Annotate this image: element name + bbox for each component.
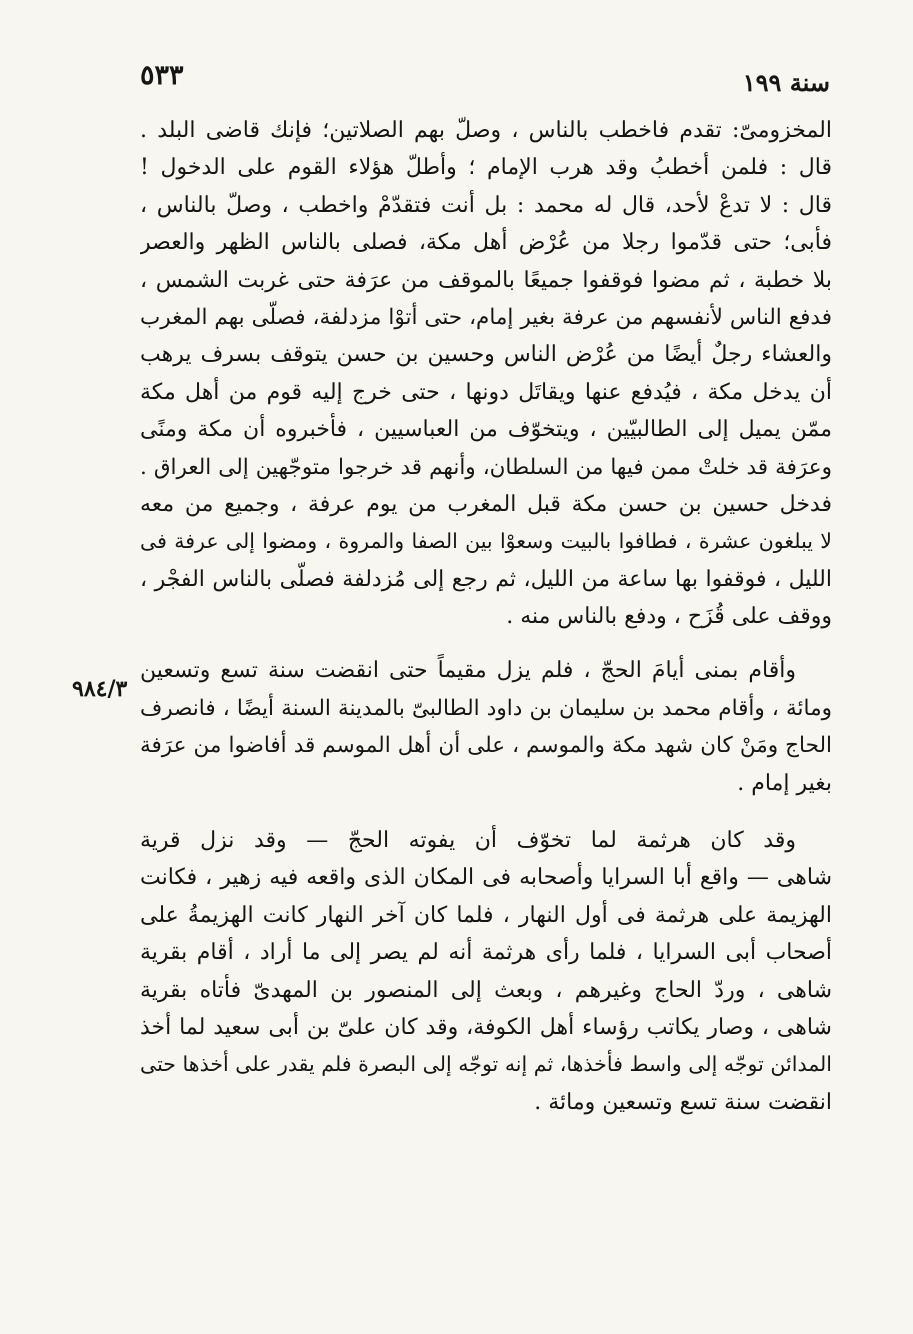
text-line: ومائة ، وأقام محمد بن سليمان بن داود الطالبىّ بالمدينة السنة أيضًا ، فانصرف — [140, 695, 832, 721]
page-body — [140, 112, 832, 1121]
text-line: المخزومىّ: تقدم فاخطب بالناس ، وصلّ بهم الصلاتين؛ فإنك قاضى البلد . — [140, 118, 832, 143]
text-line: وأقام بمنى أيامَ الحجّ ، فلم يزل مقيماً حتى انقضت سنة تسع وتسعين — [140, 658, 796, 684]
text-line: بلا خطبة ، ثم مضوا فوقفوا جميعًا بالموقف من عرَفة حتى غربت الشمس ، — [140, 267, 832, 293]
text-line: وقد كان هرثمة لما تخوّف أن يفوته الحجّ — وقد نزل قرية — [140, 828, 796, 854]
margin-reference: ٩٨٤/٣ — [72, 676, 128, 702]
text-line: الهزيمة على هرثمة فى أول النهار ، فلما كان آخر النهار كانت الهزيمةُ على — [140, 902, 832, 928]
text-line: أصحاب أبى السرايا ، فلما رأى هرثمة أنه لم يصر إلى ما أراد ، أقام بقرية — [140, 940, 832, 966]
text-line: المدائن توجّه إلى واسط فأخذها، ثم إنه توجّه إلى البصرة فلم يقدر على أخذها حتى — [140, 1052, 832, 1077]
text-line: لا يبلغون عشرة ، فطافوا بالبيت وسعوْا بين الصفا والمروة ، ومضوا إلى عرفة فى — [140, 529, 832, 554]
page-number: ٥٣٣ — [140, 60, 184, 91]
text-line: ممّن يميل إلى الطالبيّين ، ويتخوّف من العباسيين ، فأخبروه أن مكة ومنًى — [140, 417, 832, 443]
paragraph-2 — [140, 652, 832, 802]
text-line: فدفع الناس لأنفسهم من عرفة بغير إمام، حتى أتوْا مزدلفة، فصلّى بهم المغرب — [140, 304, 832, 330]
text-line: بغير إمام . — [737, 770, 832, 796]
text-line: أن يدخل مكة ، فيُدفع عنها ويقاتَل دونها ، حتى خرج إليه قوم من أهل مكة — [140, 379, 832, 405]
paragraph-1 — [140, 112, 832, 635]
text-line: شاهى ، وصار يكاتب رؤساء أهل الكوفة، وقد كان علىّ بن أبى سعيد لما أخذ — [140, 1014, 832, 1040]
text-line: انقضت سنة تسع وتسعين ومائة . — [534, 1089, 832, 1115]
running-head-year: سنة ١٩٩ — [742, 68, 830, 97]
text-line: شاهى ، وردّ الحاج وغيرهم ، وبعث إلى المنصور بن المهدىّ فأتاه بقرية — [140, 977, 832, 1003]
text-line: وعرَفة قد خلتْ ممن فيها من السلطان، وأنهم قد خرجوا متوجّهين إلى العراق . — [140, 454, 832, 480]
paragraph-3 — [140, 822, 832, 1121]
text-line: شاهى — واقع أبا السرايا وأصحابه فى المكان الذى واقعه فيه زهير ، فكانت — [140, 865, 832, 891]
text-line: والعشاء رجلٌ أيضًا من عُرْض الناس وحسين بن حسن يتوقف بسرف يرهب — [140, 342, 832, 368]
text-line: فأبى؛ حتى قدّموا رجلا من عُرْض أهل مكة، فصلى بالناس الظهر والعصر — [140, 230, 832, 256]
text-line: قال : فلمن أخطبُ وقد هرب الإمام ؛ وأطلّ هؤلاء القوم على الدخول ! — [140, 155, 832, 181]
text-line: الحاج ومَنْ كان شهد مكة والموسم ، على أن أهل الموسم قد أفاضوا من عرَفة — [140, 733, 832, 759]
text-line: الليل ، فوقفوا بها ساعة من الليل، ثم رجع إلى مُزدلفة فصلّى بالناس الفجْر ، — [140, 566, 832, 592]
text-line: فدخل حسين بن حسن مكة قبل المغرب من يوم عرفة ، وجميع من معه — [140, 491, 832, 517]
page-header — [140, 60, 830, 100]
text-line: قال : لا تدعْ لأحد، قال له محمد : بل أنت فتقدّمْ واخطب ، وصلّ بالناس ، — [140, 192, 832, 218]
text-line: ووقف على قُزَح ، ودفع بالناس منه . — [506, 604, 832, 630]
